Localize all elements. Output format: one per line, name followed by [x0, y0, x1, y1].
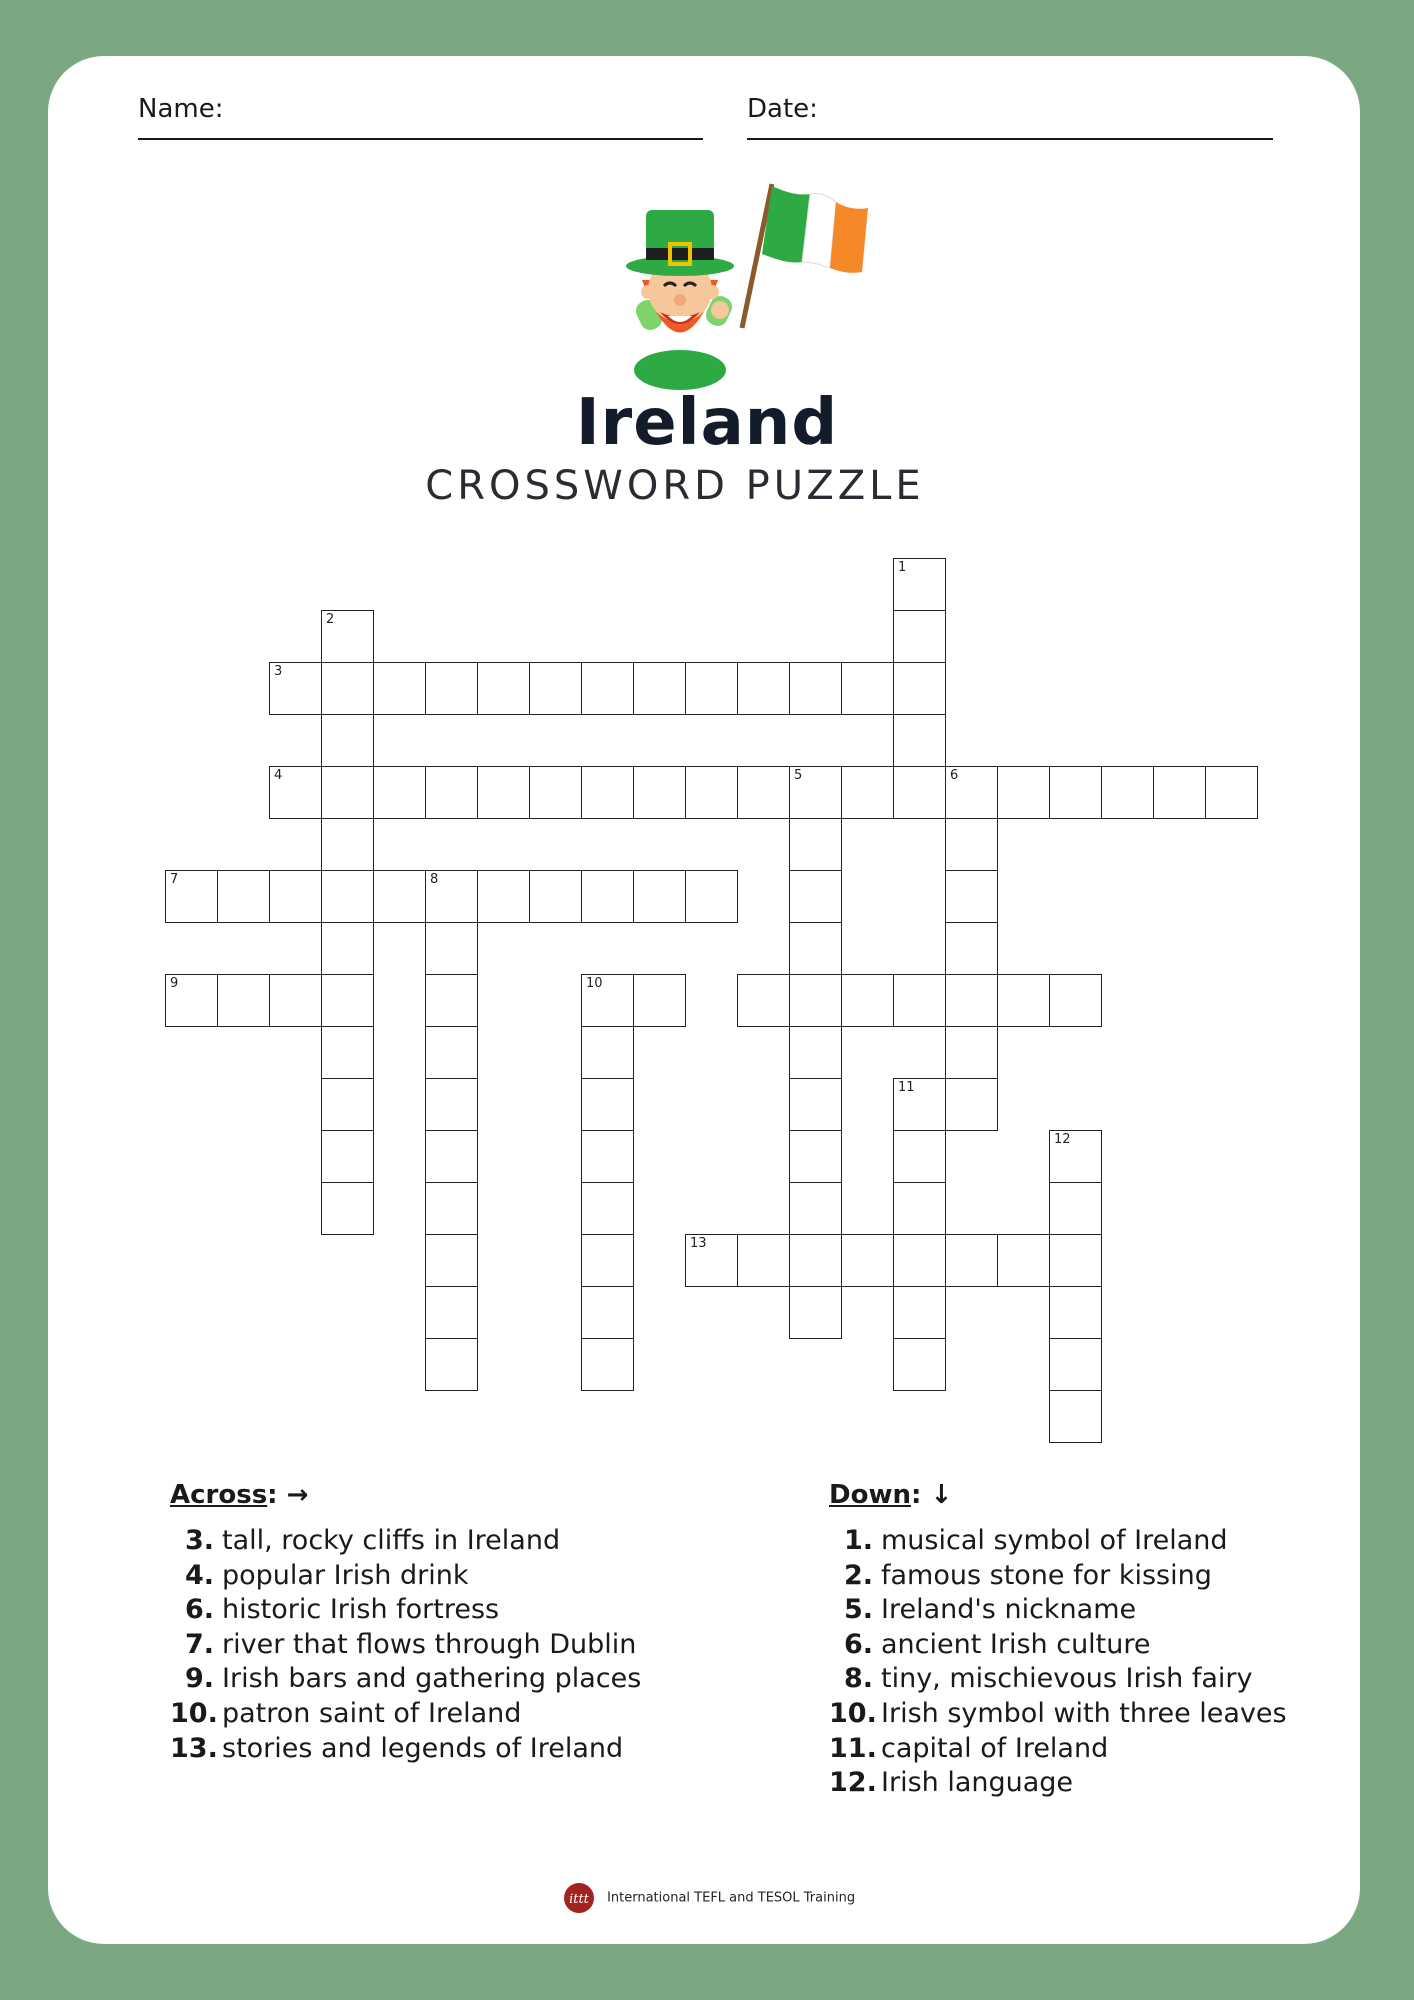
crossword-cell[interactable] — [581, 1130, 634, 1183]
clue-number: 9. — [184, 1663, 214, 1695]
footer-text: International TEFL and TESOL Training — [607, 1890, 856, 1906]
clue-number: 10. — [829, 1697, 877, 1729]
clue-item — [170, 1732, 641, 1767]
crossword-cell[interactable] — [893, 610, 946, 663]
clue-item — [170, 1559, 641, 1594]
clue-item — [829, 1766, 1287, 1801]
crossword-cell[interactable] — [893, 714, 946, 767]
crossword-cell[interactable] — [893, 1182, 946, 1235]
crossword-cell[interactable] — [581, 870, 634, 923]
crossword-cell[interactable] — [893, 558, 946, 611]
clue-text: Irish bars and gathering places — [222, 1663, 642, 1695]
clue-number: 7. — [184, 1628, 214, 1660]
clue-number: 5 — [794, 768, 803, 783]
crossword-cell[interactable] — [1049, 766, 1102, 819]
crossword-cell[interactable] — [841, 1234, 894, 1287]
crossword-cell[interactable] — [321, 714, 374, 767]
crossword-cell[interactable] — [529, 662, 582, 715]
clue-text: capital of Ireland — [881, 1732, 1109, 1764]
crossword-cell[interactable] — [217, 870, 270, 923]
crossword-cell[interactable] — [893, 1078, 946, 1131]
clue-number: 4. — [184, 1559, 214, 1591]
clue-text: river that flows through Dublin — [222, 1628, 637, 1660]
leprechaun-illustration — [620, 180, 880, 390]
crossword-cell[interactable] — [997, 766, 1050, 819]
crossword-cell[interactable] — [165, 870, 218, 923]
clue-number: 13 — [690, 1236, 707, 1251]
crossword-cell[interactable] — [789, 1286, 842, 1339]
crossword-cell[interactable] — [321, 1130, 374, 1183]
clue-number: 11. — [829, 1732, 877, 1764]
clue-text: ancient Irish culture — [881, 1628, 1151, 1660]
clue-number: 13. — [170, 1732, 218, 1764]
crossword-cell[interactable] — [425, 1182, 478, 1235]
crossword-cell[interactable] — [737, 1234, 790, 1287]
page-title: Ireland — [575, 386, 839, 460]
down-arrow-icon: ↓ — [930, 1480, 953, 1510]
clue-text: tiny, mischievous Irish fairy — [881, 1663, 1253, 1695]
clue-text: musical symbol of Ireland — [881, 1525, 1228, 1556]
crossword-cell[interactable] — [893, 766, 946, 819]
clue-number: 2 — [326, 612, 335, 627]
crossword-cell[interactable] — [321, 818, 374, 871]
clue-number: 8 — [430, 872, 439, 887]
crossword-cell[interactable] — [997, 1234, 1050, 1287]
crossword-cell[interactable] — [581, 1338, 634, 1391]
clue-number: 1 — [898, 560, 907, 575]
crossword-cell[interactable] — [789, 974, 842, 1027]
clue-number: 10. — [170, 1697, 218, 1729]
crossword-cell[interactable] — [425, 870, 478, 923]
crossword-cell[interactable] — [321, 870, 374, 923]
clue-number: 6 — [950, 768, 959, 783]
crossword-cell[interactable] — [841, 766, 894, 819]
crossword-cell[interactable] — [789, 662, 842, 715]
crossword-cell[interactable] — [685, 870, 738, 923]
clue-number: 1. — [843, 1525, 873, 1556]
crossword-cell[interactable] — [269, 870, 322, 923]
crossword-cell[interactable] — [633, 662, 686, 715]
crossword-cell[interactable] — [269, 974, 322, 1027]
crossword-cell[interactable] — [581, 662, 634, 715]
clue-text: popular Irish drink — [222, 1559, 469, 1591]
clue-text: stories and legends of Ireland — [222, 1732, 624, 1764]
page-subtitle: CROSSWORD PUZZLE — [425, 463, 925, 509]
crossword-cell[interactable] — [373, 766, 426, 819]
crossword-cell[interactable] — [945, 1026, 998, 1079]
clue-number: 6. — [843, 1628, 873, 1660]
crossword-cell[interactable] — [893, 1338, 946, 1391]
crossword-cell[interactable] — [165, 974, 218, 1027]
clue-item — [829, 1697, 1287, 1732]
crossword-cell[interactable] — [425, 1078, 478, 1131]
crossword-cell[interactable] — [321, 1182, 374, 1235]
crossword-cell[interactable] — [945, 974, 998, 1027]
crossword-cell[interactable] — [425, 922, 478, 975]
clue-number: 12 — [1054, 1132, 1071, 1147]
crossword-cell[interactable] — [1101, 766, 1154, 819]
crossword-cell[interactable] — [789, 1182, 842, 1235]
clue-item — [829, 1732, 1287, 1767]
crossword-cell[interactable] — [581, 1078, 634, 1131]
clue-number: 6. — [184, 1594, 214, 1626]
crossword-cell[interactable] — [841, 974, 894, 1027]
across-clues — [170, 1480, 641, 1766]
irish-flag-icon — [742, 184, 868, 328]
crossword-cell[interactable] — [425, 1286, 478, 1339]
clue-number: 2. — [843, 1559, 873, 1591]
crossword-cell[interactable] — [321, 922, 374, 975]
name-label: Name: — [138, 94, 224, 124]
clue-item — [170, 1524, 641, 1559]
clue-item — [170, 1628, 641, 1663]
crossword-cell[interactable] — [425, 662, 478, 715]
crossword-cell[interactable] — [269, 766, 322, 819]
clue-item — [829, 1593, 1287, 1628]
crossword-cell[interactable] — [789, 818, 842, 871]
crossword-cell[interactable] — [321, 610, 374, 663]
clue-number: 10 — [586, 976, 603, 991]
clue-item — [829, 1524, 1287, 1559]
crossword-cell[interactable] — [1049, 1182, 1102, 1235]
crossword-cell[interactable] — [425, 974, 478, 1027]
clue-item — [170, 1593, 641, 1628]
crossword-cell[interactable] — [373, 662, 426, 715]
date-label: Date: — [747, 94, 818, 124]
crossword-cell[interactable] — [945, 766, 998, 819]
crossword-cell[interactable] — [737, 766, 790, 819]
crossword-cell[interactable] — [581, 974, 634, 1027]
crossword-cell[interactable] — [425, 1234, 478, 1287]
crossword-cell[interactable] — [789, 1234, 842, 1287]
clue-number: 3 — [274, 664, 283, 679]
crossword-cell[interactable] — [789, 1130, 842, 1183]
crossword-cell[interactable] — [1205, 766, 1258, 819]
clue-text: historic Irish fortress — [222, 1594, 500, 1626]
crossword-cell[interactable] — [425, 1130, 478, 1183]
crossword-cell[interactable] — [477, 870, 530, 923]
crossword-cell[interactable] — [685, 766, 738, 819]
crossword-cell[interactable] — [581, 1026, 634, 1079]
crossword-cell[interactable] — [893, 974, 946, 1027]
crossword-cell[interactable] — [945, 818, 998, 871]
clue-number: 11 — [898, 1080, 915, 1095]
name-line[interactable] — [138, 138, 703, 140]
crossword-cell[interactable] — [581, 1182, 634, 1235]
crossword-cell[interactable] — [321, 662, 374, 715]
clue-number: 4 — [274, 768, 283, 783]
clue-text: Irish symbol with three leaves — [881, 1697, 1287, 1729]
crossword-cell[interactable] — [1049, 1286, 1102, 1339]
clue-number: 8. — [843, 1663, 873, 1695]
crossword-cell[interactable] — [373, 870, 426, 923]
crossword-cell[interactable] — [425, 766, 478, 819]
crossword-cell[interactable] — [1153, 766, 1206, 819]
crossword-cell[interactable] — [1049, 1338, 1102, 1391]
crossword-cell[interactable] — [685, 1234, 738, 1287]
crossword-cell[interactable] — [1049, 974, 1102, 1027]
crossword-cell[interactable] — [529, 870, 582, 923]
clue-text: patron saint of Ireland — [222, 1697, 522, 1729]
down-heading: Down: ↓ — [829, 1480, 953, 1510]
clue-number: 9 — [170, 976, 179, 991]
clue-item — [829, 1662, 1287, 1697]
crossword-cell[interactable] — [789, 922, 842, 975]
crossword-cell[interactable] — [1049, 1390, 1102, 1443]
clue-number: 3. — [184, 1525, 214, 1556]
clue-text: famous stone for kissing — [881, 1559, 1212, 1591]
crossword-cell[interactable] — [893, 662, 946, 715]
crossword-cell[interactable] — [893, 1234, 946, 1287]
clue-item — [170, 1662, 641, 1697]
crossword-cell[interactable] — [789, 1078, 842, 1131]
ittt-logo-icon — [559, 1880, 599, 1916]
crossword-cell[interactable] — [529, 766, 582, 819]
crossword-cell[interactable] — [581, 1234, 634, 1287]
crossword-cell[interactable] — [633, 870, 686, 923]
crossword-cell[interactable] — [269, 662, 322, 715]
crossword-cell[interactable] — [997, 974, 1050, 1027]
crossword-cell[interactable] — [737, 662, 790, 715]
crossword-cell[interactable] — [477, 662, 530, 715]
clue-item — [829, 1559, 1287, 1594]
crossword-cell[interactable] — [945, 1078, 998, 1131]
crossword-cell[interactable] — [893, 1130, 946, 1183]
clue-number: 5. — [843, 1594, 873, 1626]
crossword-cell[interactable] — [581, 1286, 634, 1339]
clue-item — [170, 1697, 641, 1732]
crossword-cell[interactable] — [789, 766, 842, 819]
crossword-cell[interactable] — [633, 974, 686, 1027]
clue-text: Irish language — [881, 1767, 1074, 1799]
crossword-cell[interactable] — [321, 766, 374, 819]
crossword-cell[interactable] — [581, 766, 634, 819]
crossword-cell[interactable] — [841, 662, 894, 715]
crossword-cell[interactable] — [321, 1026, 374, 1079]
right-arrow-icon: → — [286, 1480, 309, 1510]
crossword-cell[interactable] — [217, 974, 270, 1027]
crossword-cell[interactable] — [1049, 1130, 1102, 1183]
clue-item — [829, 1628, 1287, 1663]
crossword-cell[interactable] — [893, 1286, 946, 1339]
crossword-cell[interactable] — [1049, 1234, 1102, 1287]
across-heading: Across: → — [170, 1480, 309, 1510]
crossword-cell[interactable] — [737, 974, 790, 1027]
crossword-cell[interactable] — [321, 974, 374, 1027]
down-clues — [829, 1480, 1287, 1801]
clue-number: 7 — [170, 872, 179, 887]
crossword-cell[interactable] — [789, 870, 842, 923]
crossword-cell[interactable] — [789, 1026, 842, 1079]
crossword-cell[interactable] — [477, 766, 530, 819]
crossword-cell[interactable] — [425, 1338, 478, 1391]
crossword-cell[interactable] — [425, 1026, 478, 1079]
crossword-cell[interactable] — [685, 662, 738, 715]
crossword-cell[interactable] — [321, 1078, 374, 1131]
clue-number: 12. — [829, 1767, 877, 1799]
crossword-cell[interactable] — [945, 1234, 998, 1287]
clue-text: Ireland's nickname — [881, 1594, 1137, 1626]
leprechaun-icon — [626, 210, 735, 390]
footer — [0, 1880, 1414, 1916]
crossword-cell[interactable] — [633, 766, 686, 819]
date-line[interactable] — [747, 138, 1273, 140]
svg-text:ittt: ittt — [569, 1892, 589, 1907]
clue-text: tall, rocky cliffs in Ireland — [222, 1525, 561, 1556]
crossword-cell[interactable] — [945, 922, 998, 975]
crossword-cell[interactable] — [945, 870, 998, 923]
